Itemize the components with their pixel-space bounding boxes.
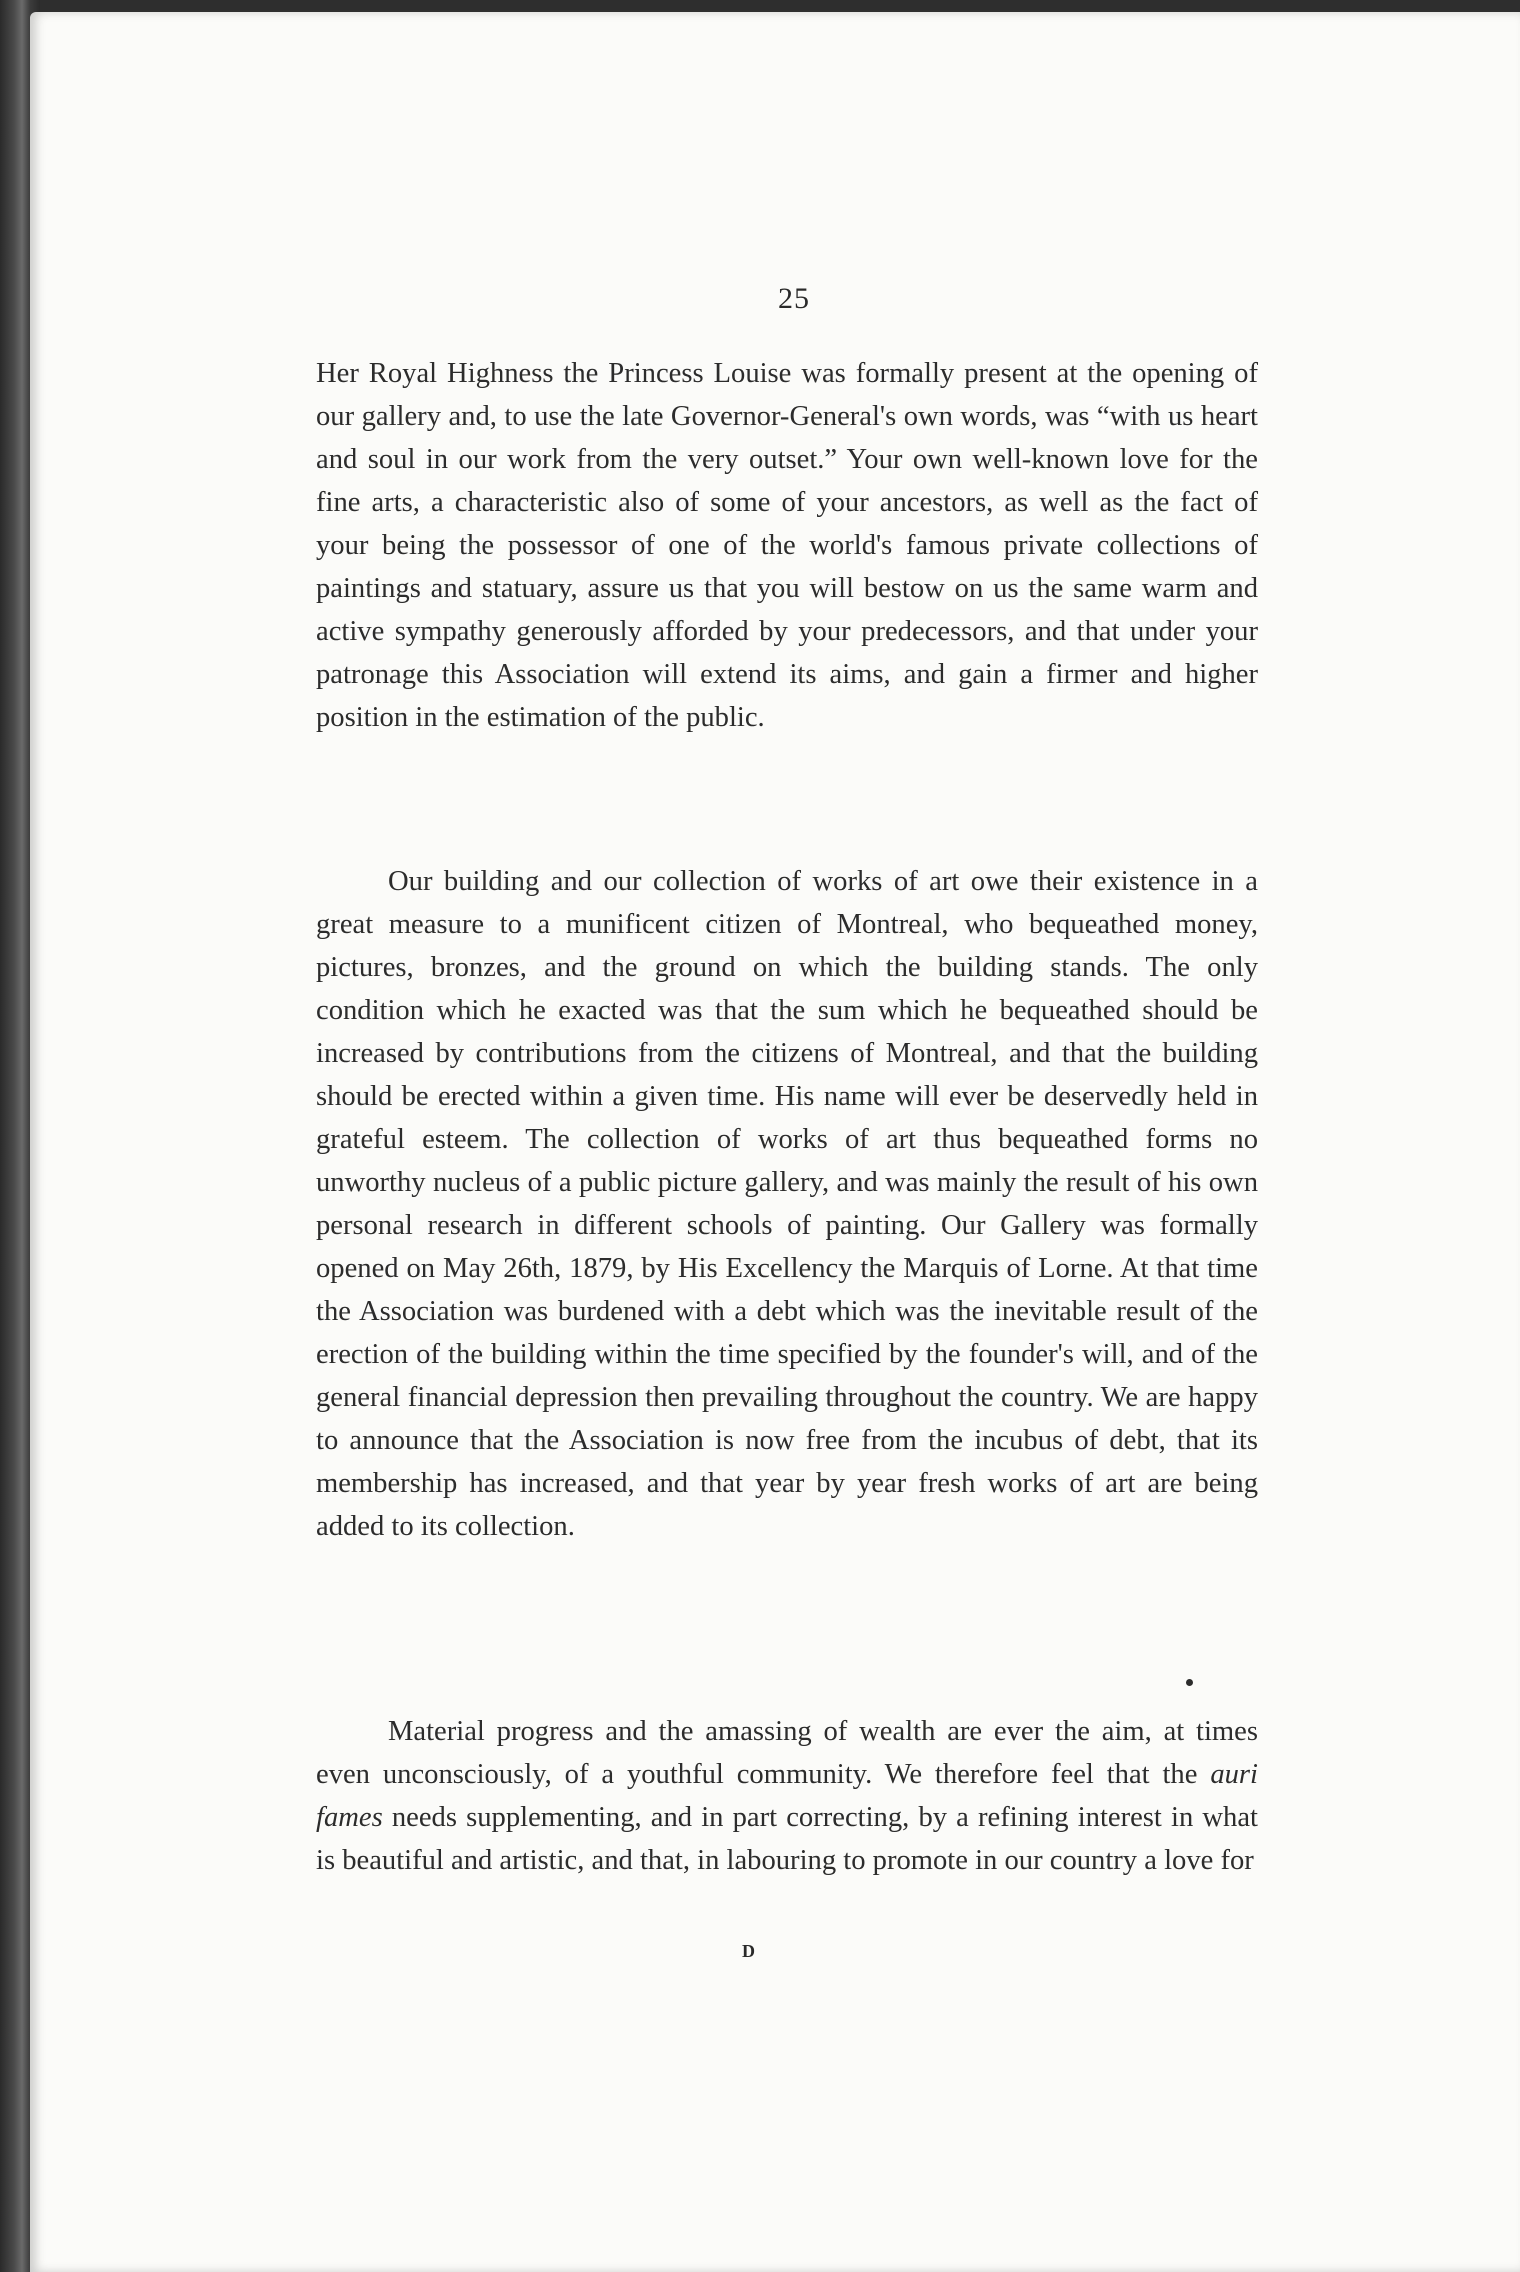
paragraph-3-end: needs supplementing, and in part correcting, by a refining interest in what is beautiful and artistic, and that, in labouring to promote in our country a love for	[316, 1802, 1258, 1876]
stray-dot-mark	[1186, 1679, 1193, 1686]
signature-mark: D	[742, 1941, 756, 1961]
paragraph-1: Her Royal Highness the Princess Louise was formally present at the opening of our gallery and, to use the late Governor-General's own words, was “with us heart and soul in our work from the very outset.” Your own well-known love for the fine arts, a characteristic also of some of your ancestors, as well as the fact of your being the possessor of one of the world's famous private collections of paintings and statuary, assure us that you will bestow on us the same warm and active sympathy generously afforded by your predecessors, and that under your patronage this Association will extend its aims, and gain a firmer and higher position in the estimation of the public.	[316, 358, 1258, 733]
paragraph-2: Our building and our collection of works of art owe their existence in a great measure to a munificent citizen of Montreal, who bequeathed money, pictures, bronzes, and the ground on which the building stands. The only condition which he exacted was that the sum which he bequeathed should be increased by contributions from the citizens of Montreal, and that the building should be erected within a given time. His name will ever be deservedly held in grateful esteem. The collection of works of art thus bequeathed forms no unworthy nucleus of a public picture gallery, and was mainly the result of his own personal research in different schools of painting. Our Gallery was formally opened on May 26th, 1879, by His Excellency the Marquis of Lorne. At that time the Association was burdened with a debt which was the inevitable result of the erection of the building within the time specified by the founder's will, and of the general financial depression then prevailing throughout the country. We are happy to announce that the Association is now free from the incubus of debt, that its membership has increased, and that year by year fresh works of art are being added to its collection.	[316, 866, 1258, 1542]
paragraph-3-start: Material progress and the amassing of wealth are ever the aim, at times even unconsciously, of a youthful community. We therefore feel that the	[316, 1716, 1258, 1790]
page-number: 25	[778, 282, 810, 315]
italic-phrase: auri fames	[316, 1759, 1258, 1833]
paragraph-3	[316, 1710, 1258, 1882]
